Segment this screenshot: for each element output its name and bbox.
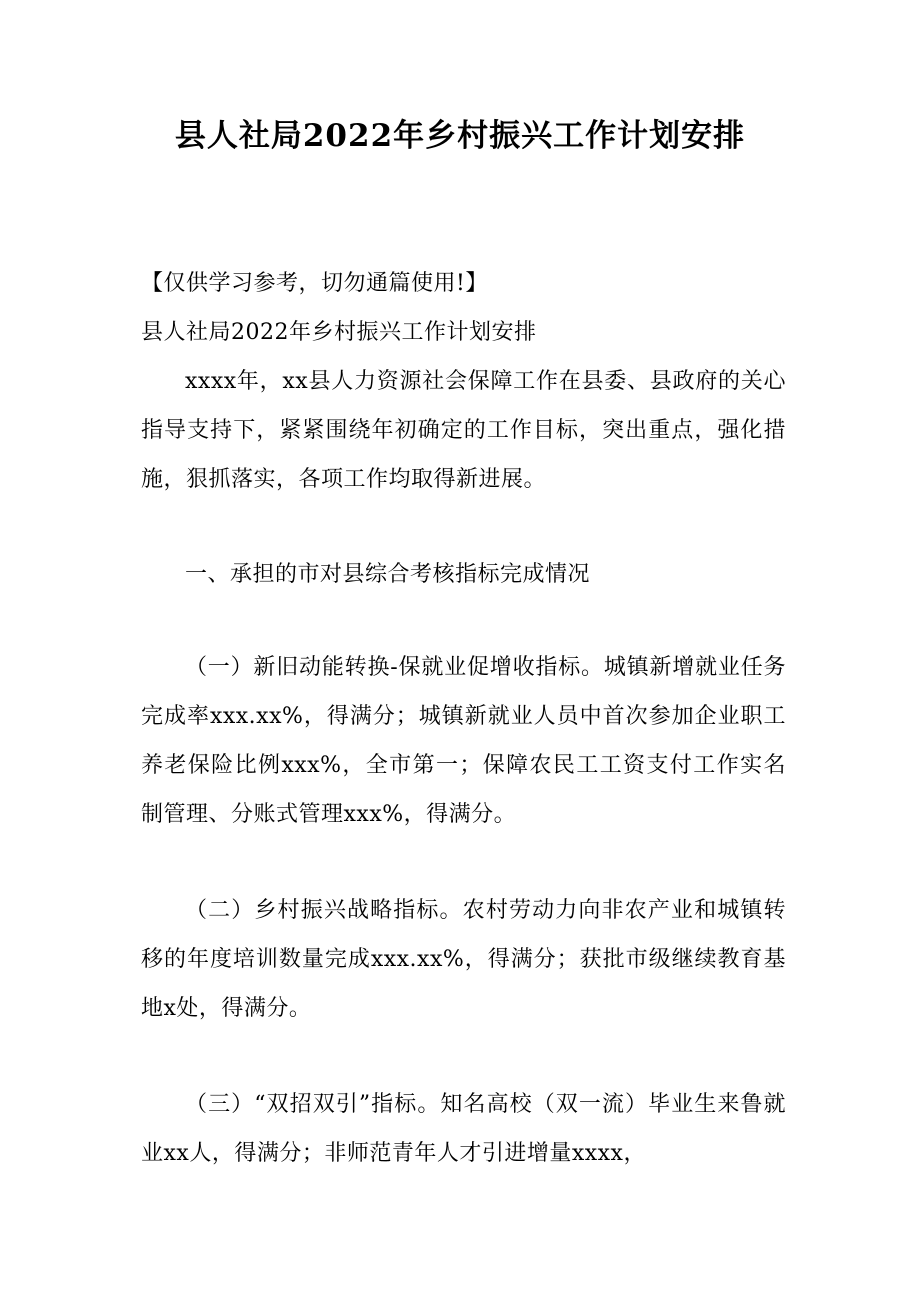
section-heading: 一、承担的市对县综合考核指标完成情况 [185,562,591,587]
document-title: 县人社局2022年乡村振兴工作计划安排 [174,118,746,154]
item-paragraph-2: （二）乡村振兴战略指标。农村劳动力向非农产业和城镇转移的年度培训数量完成xxx.xx%，得满分；获批市级继续教育基地x处，得满分。 [141,898,786,1021]
document-subtitle: 县人社局2022年乡村振兴工作计划安排 [141,320,537,345]
intro-paragraph: xxxx年，xx县人力资源社会保障工作在县委、县政府的关心指导支持下，紧紧围绕年初确定的工作目标，突出重点，强化措施，狠抓落实，各项工作均取得新进展。 [141,369,786,492]
usage-notice: 【仅供学习参考，切勿通篇使用!】 [141,271,488,296]
item-paragraph-1: （一）新旧动能转换-保就业促增收指标。城镇新增就业任务完成率xxx.xx%，得满分；城镇新就业人员中首次参加企业职工养老保险比例xxx%，全市第一；保障农民工工资支付工作实名制管理、分账式管理xxx%，得满分。 [141,655,786,827]
item-paragraph-3: （三）“双招双引”指标。知名高校（双一流）毕业生来鲁就业xx人，得满分；非师范青年人才引进增量xxxx， [141,1092,786,1166]
